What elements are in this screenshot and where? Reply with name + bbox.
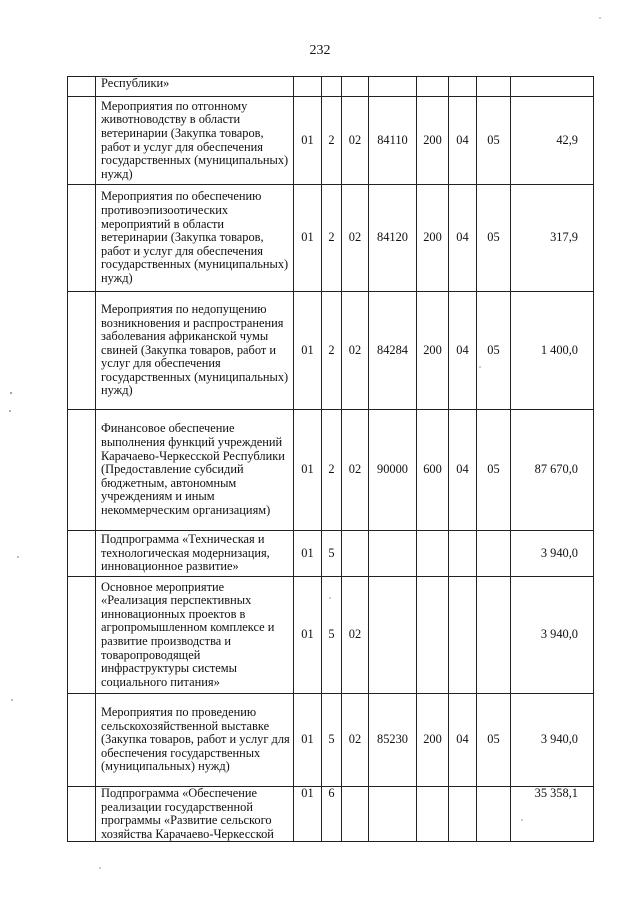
- code-cell-c3: 02: [342, 185, 369, 292]
- code-cell-c3: 02: [342, 97, 369, 185]
- code-cell-c7: [477, 787, 511, 842]
- code-cell-c1: 01: [294, 185, 322, 292]
- item-name-cell: Республики»: [96, 77, 294, 97]
- item-name-cell: Мероприятия по отгонному животноводству в области ветеринарии (Закупка товаров, работ и услуг для обеспечения государственных (муниципальных) нужд): [96, 97, 294, 185]
- code-cell-c1: 01: [294, 787, 322, 842]
- item-name-cell: Мероприятия по недопущению возникновения и распространения заболевания африканской чумы свиней (Закупка товаров, работ и услуг для обеспечения государственных (муниципальных) нужд): [96, 292, 294, 410]
- code-cell-c6: 04: [449, 97, 477, 185]
- code-cell-c7: 05: [477, 185, 511, 292]
- code-cell-c2: 2: [322, 185, 342, 292]
- code-cell-c7: 05: [477, 97, 511, 185]
- code-cell-c2: 2: [322, 292, 342, 410]
- code-cell-c4: 84110: [369, 97, 417, 185]
- index-cell: [68, 292, 96, 410]
- code-cell-c5: 200: [417, 292, 449, 410]
- amount-cell: 3 940,0: [511, 577, 594, 694]
- amount-cell: 3 940,0: [511, 694, 594, 787]
- table-row: [68, 97, 594, 185]
- index-cell: [68, 787, 96, 842]
- code-cell-c7: 05: [477, 292, 511, 410]
- table-row: [68, 787, 594, 842]
- scan-speck: [9, 410, 11, 412]
- table-row: [68, 410, 594, 531]
- code-cell-c2: 2: [322, 410, 342, 531]
- code-cell-c4: [369, 577, 417, 694]
- code-cell-c6: 04: [449, 410, 477, 531]
- code-cell-c1: 01: [294, 577, 322, 694]
- code-cell-c4: 84284: [369, 292, 417, 410]
- code-cell-c5: [417, 77, 449, 97]
- code-cell-c1: 01: [294, 97, 322, 185]
- table-row: [68, 531, 594, 577]
- code-cell-c2: 5: [322, 694, 342, 787]
- code-cell-c5: [417, 531, 449, 577]
- code-cell-c3: 02: [342, 577, 369, 694]
- code-cell-c6: [449, 77, 477, 97]
- code-cell-c3: 02: [342, 694, 369, 787]
- code-cell-c6: [449, 787, 477, 842]
- index-cell: [68, 97, 96, 185]
- table-row: [68, 185, 594, 292]
- scan-speck: [599, 17, 601, 19]
- scan-speck: [17, 556, 19, 558]
- item-name-cell: Подпрограмма «Обеспечение реализации государственной программы «Развитие сельского хозяйства Карачаево-Черкесской: [96, 787, 294, 842]
- amount-cell: 87 670,0: [511, 410, 594, 531]
- code-cell-c3: 02: [342, 410, 369, 531]
- amount-cell: 42,9: [511, 97, 594, 185]
- amount-cell: 1 400,0: [511, 292, 594, 410]
- code-cell-c1: 01: [294, 292, 322, 410]
- index-cell: [68, 77, 96, 97]
- code-cell-c5: [417, 577, 449, 694]
- code-cell-c6: [449, 531, 477, 577]
- code-cell-c2: 5: [322, 531, 342, 577]
- code-cell-c4: [369, 531, 417, 577]
- code-cell-c5: 200: [417, 97, 449, 185]
- code-cell-c3: [342, 531, 369, 577]
- code-cell-c7: [477, 77, 511, 97]
- table-row: [68, 77, 594, 97]
- code-cell-c2: [322, 77, 342, 97]
- amount-cell: 35 358,1: [511, 787, 594, 842]
- code-cell-c4: 84120: [369, 185, 417, 292]
- code-cell-c5: 600: [417, 410, 449, 531]
- code-cell-c5: 200: [417, 694, 449, 787]
- index-cell: [68, 531, 96, 577]
- code-cell-c7: 05: [477, 694, 511, 787]
- code-cell-c4: [369, 787, 417, 842]
- scan-speck: [11, 699, 13, 701]
- table-row: [68, 577, 594, 694]
- item-name-cell: Основное мероприятие «Реализация перспективных инновационных проектов в агропромышленном комплексе и развитие производства и товаропроводящей инфраструктуры системы социального питания»: [96, 577, 294, 694]
- code-cell-c6: 04: [449, 185, 477, 292]
- code-cell-c6: [449, 577, 477, 694]
- index-cell: [68, 410, 96, 531]
- item-name-cell: Мероприятия по обеспечению противоэпизоотических мероприятий в области ветеринарии (Закупка товаров, работ и услуг для обеспечения государственных (муниципальных) нужд): [96, 185, 294, 292]
- amount-cell: 317,9: [511, 185, 594, 292]
- index-cell: [68, 694, 96, 787]
- code-cell-c6: 04: [449, 292, 477, 410]
- code-cell-c2: 5: [322, 577, 342, 694]
- item-name-cell: Подпрограмма «Техническая и технологическая модернизация, инновационное развитие»: [96, 531, 294, 577]
- scan-speck: [10, 392, 12, 394]
- budget-table: [67, 76, 594, 842]
- code-cell-c4: [369, 77, 417, 97]
- amount-cell: [511, 77, 594, 97]
- index-cell: [68, 577, 96, 694]
- code-cell-c6: 04: [449, 694, 477, 787]
- code-cell-c2: 6: [322, 787, 342, 842]
- code-cell-c3: [342, 77, 369, 97]
- code-cell-c7: [477, 577, 511, 694]
- code-cell-c7: [477, 531, 511, 577]
- code-cell-c5: 200: [417, 185, 449, 292]
- code-cell-c1: 01: [294, 531, 322, 577]
- item-name-cell: Финансовое обеспечение выполнения функций учреждений Карачаево-Черкесской Республики (Предоставление субсидий бюджетным, автономным учреждениям и иным некоммерческим организациям): [96, 410, 294, 531]
- code-cell-c3: 02: [342, 292, 369, 410]
- item-name-cell: Мероприятия по проведению сельскохозяйственной выставке (Закупка товаров, работ и услуг для обеспечения государственных (муниципальных) нужд): [96, 694, 294, 787]
- page-number: 232: [309, 43, 331, 58]
- index-cell: [68, 185, 96, 292]
- code-cell-c2: 2: [322, 97, 342, 185]
- code-cell-c4: 90000: [369, 410, 417, 531]
- code-cell-c4: 85230: [369, 694, 417, 787]
- code-cell-c1: 01: [294, 694, 322, 787]
- code-cell-c3: [342, 787, 369, 842]
- code-cell-c7: 05: [477, 410, 511, 531]
- table-row: [68, 292, 594, 410]
- code-cell-c1: [294, 77, 322, 97]
- table-row: [68, 694, 594, 787]
- scan-speck: [99, 867, 101, 869]
- code-cell-c1: 01: [294, 410, 322, 531]
- code-cell-c5: [417, 787, 449, 842]
- amount-cell: 3 940,0: [511, 531, 594, 577]
